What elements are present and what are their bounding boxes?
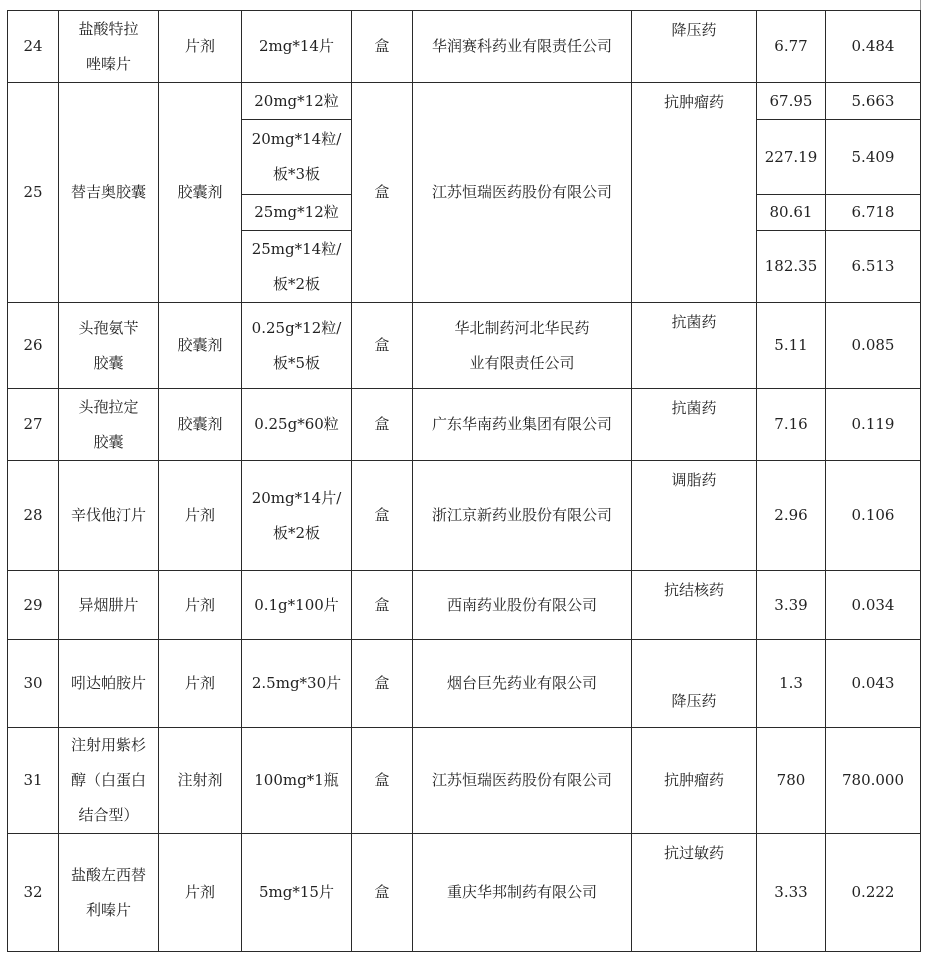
cell-spec: 20mg*14片/ 板*2板: [242, 461, 352, 571]
cell-unit-price: 6.513: [826, 231, 921, 303]
cell-category: 抗菌药: [632, 303, 757, 389]
cell-spec: 0.25g*60粒: [242, 389, 352, 461]
cell-spec: 5mg*15片: [242, 834, 352, 952]
table-row: [8, 303, 921, 389]
cell-manufacturer: 华北制药河北华民药 业有限责任公司: [413, 303, 632, 389]
cell-unit-price: 780.000: [826, 728, 921, 834]
cell-unit: 盒: [352, 303, 413, 389]
cell-no: 24: [8, 11, 59, 83]
cell-price: 2.96: [757, 461, 826, 571]
cell-unit-price: 0.106: [826, 461, 921, 571]
cell-unit: 盒: [352, 83, 413, 303]
cell-unit-price: 6.718: [826, 195, 921, 231]
cell-category: 调脂药: [632, 461, 757, 571]
cell-unit: 盒: [352, 571, 413, 640]
cell-unit-price: 0.043: [826, 640, 921, 728]
cell-unit-price: 0.484: [826, 11, 921, 83]
cell-price: 80.61: [757, 195, 826, 231]
cell-price: 1.3: [757, 640, 826, 728]
cell-category: 降压药: [632, 640, 757, 728]
cell-drug-name: 辛伐他汀片: [59, 461, 159, 571]
cell-unit: 盒: [352, 389, 413, 461]
table-row: [8, 83, 921, 120]
cell-price: 67.95: [757, 83, 826, 120]
cell-dosage-form: 片剂: [159, 11, 242, 83]
cell-price: 3.33: [757, 834, 826, 952]
cell-manufacturer: 西南药业股份有限公司: [413, 571, 632, 640]
page-edge-guide: [920, 0, 921, 10]
cell-drug-name: 注射用紫杉 醇（白蛋白 结合型）: [59, 728, 159, 834]
cell-drug-name: 异烟肼片: [59, 571, 159, 640]
cell-drug-name: 头孢拉定 胶囊: [59, 389, 159, 461]
cell-spec: 2.5mg*30片: [242, 640, 352, 728]
cell-price: 780: [757, 728, 826, 834]
cell-spec: 100mg*1瓶: [242, 728, 352, 834]
cell-no: 25: [8, 83, 59, 303]
cell-dosage-form: 片剂: [159, 461, 242, 571]
cell-price: 227.19: [757, 120, 826, 195]
cell-spec: 25mg*14粒/ 板*2板: [242, 231, 352, 303]
cell-spec: 20mg*14粒/ 板*3板: [242, 120, 352, 195]
cell-unit: 盒: [352, 728, 413, 834]
table-row: [8, 728, 921, 834]
cell-unit: 盒: [352, 834, 413, 952]
cell-unit-price: 0.222: [826, 834, 921, 952]
table-row: [8, 389, 921, 461]
cell-no: 28: [8, 461, 59, 571]
cell-price: 7.16: [757, 389, 826, 461]
cell-category: 抗过敏药: [632, 834, 757, 952]
cell-dosage-form: 胶囊剂: [159, 83, 242, 303]
cell-no: 32: [8, 834, 59, 952]
cell-manufacturer: 烟台巨先药业有限公司: [413, 640, 632, 728]
cell-price: 3.39: [757, 571, 826, 640]
cell-spec: 0.1g*100片: [242, 571, 352, 640]
cell-drug-name: 盐酸特拉 唑嗪片: [59, 11, 159, 83]
cell-unit-price: 5.663: [826, 83, 921, 120]
cell-dosage-form: 片剂: [159, 640, 242, 728]
cell-drug-name: 头孢氨苄 胶囊: [59, 303, 159, 389]
cell-manufacturer: 江苏恒瑞医药股份有限公司: [413, 83, 632, 303]
cell-no: 29: [8, 571, 59, 640]
cell-drug-name: 替吉奥胶囊: [59, 83, 159, 303]
cell-drug-name: 吲达帕胺片: [59, 640, 159, 728]
cell-unit: 盒: [352, 11, 413, 83]
table-row: [8, 640, 921, 728]
cell-drug-name: 盐酸左西替 利嗪片: [59, 834, 159, 952]
cell-manufacturer: 华润赛科药业有限责任公司: [413, 11, 632, 83]
table-body: [8, 11, 921, 952]
cell-price: 6.77: [757, 11, 826, 83]
cell-unit: 盒: [352, 640, 413, 728]
cell-no: 27: [8, 389, 59, 461]
cell-unit: 盒: [352, 461, 413, 571]
cell-category: 降压药: [632, 11, 757, 83]
cell-manufacturer: 浙江京新药业股份有限公司: [413, 461, 632, 571]
cell-no: 31: [8, 728, 59, 834]
cell-category: 抗肿瘤药: [632, 83, 757, 303]
table-row: [8, 571, 921, 640]
cell-manufacturer: 江苏恒瑞医药股份有限公司: [413, 728, 632, 834]
cell-category: 抗菌药: [632, 389, 757, 461]
table-row: [8, 834, 921, 952]
cell-no: 26: [8, 303, 59, 389]
cell-spec: 2mg*14片: [242, 11, 352, 83]
cell-unit-price: 5.409: [826, 120, 921, 195]
cell-dosage-form: 注射剂: [159, 728, 242, 834]
cell-spec: 25mg*12粒: [242, 195, 352, 231]
drug-price-table-container: [7, 10, 921, 952]
drug-price-table: [7, 10, 921, 952]
cell-dosage-form: 片剂: [159, 834, 242, 952]
cell-dosage-form: 胶囊剂: [159, 389, 242, 461]
cell-spec: 20mg*12粒: [242, 83, 352, 120]
cell-spec: 0.25g*12粒/ 板*5板: [242, 303, 352, 389]
cell-dosage-form: 片剂: [159, 571, 242, 640]
cell-manufacturer: 重庆华邦制药有限公司: [413, 834, 632, 952]
cell-dosage-form: 胶囊剂: [159, 303, 242, 389]
cell-unit-price: 0.034: [826, 571, 921, 640]
cell-unit-price: 0.085: [826, 303, 921, 389]
cell-unit-price: 0.119: [826, 389, 921, 461]
table-row: [8, 11, 921, 83]
cell-price: 5.11: [757, 303, 826, 389]
cell-category: 抗肿瘤药: [632, 728, 757, 834]
table-row: [8, 461, 921, 571]
cell-price: 182.35: [757, 231, 826, 303]
cell-no: 30: [8, 640, 59, 728]
cell-category: 抗结核药: [632, 571, 757, 640]
cell-manufacturer: 广东华南药业集团有限公司: [413, 389, 632, 461]
